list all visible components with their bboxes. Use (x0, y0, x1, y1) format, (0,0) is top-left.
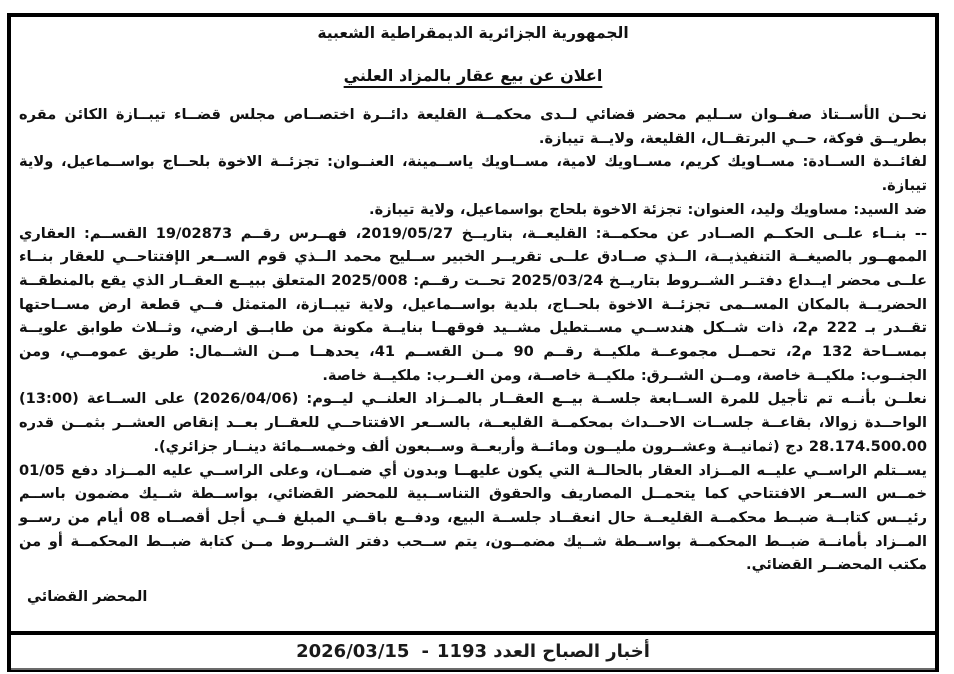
signature: المحضر القضائي (27, 588, 148, 606)
frame-shadow (11, 668, 935, 670)
notice-content (11, 17, 935, 631)
notice-title (19, 64, 927, 88)
bailiff-intro-paragraph: نحــن الأســتاذ صفــوان ســليم محضر قضائي لــدى محكمــة القليعة دائــرة اختصــاص مجلس قضــاء تيبــازة الكائن مقره بطريــق فوكة، حــي البرتقــال، القليعة، ولايــة تيبازة. (19, 106, 927, 147)
publication-date: 2026/03/15 (296, 641, 410, 662)
notice-body (19, 103, 927, 577)
notice-title-text: اعلان عن بيع عقار بالمزاد العلني (343, 66, 603, 85)
publication-footer (11, 635, 935, 668)
publication-issue: أخبار الصباح العدد 1193 (436, 641, 650, 662)
payment-terms-paragraph: يســتلم الراســي عليــه المــزاد العقار بالحالــة التي يكون عليهــا وبدون أي ضمــان، وعلى الراســي عليه المــزاد دفع 01/05 خمــس الســعر الافتتاحي كما يتحمــل المصاريف والحقوق التناســبية للمحضر القضائي، بواســطة شــيك مضمون باســم رئيــس كتابــة ضبــط محكمــة القليعــة حال انعقــاد جلســة البيع، ودفــع باقــي المبلغ فــي أجل أقصــاه 08 أيام من رســو المــزاد بأمانــة ضبــط المحكمــة بواســطة شــيك مضمــون، يتم ســحب دفتر الشــروط مــن كتابة ضبــط المحكمــة أو من مكتب المحضــر القضائي. (19, 461, 927, 574)
auction-date-price-paragraph: نعلــن بأنــه تم تأجيل للمرة الســابعة جلســة بيــع العقــار بالمــزاد العلنــي ليــوم: (2026/04/06) على الســاعة (13:00) الواحــدة زوالا، بقاعــة جلســات الاحــداث بمحكمــة القليعــة، بالســعر الافتتاحــي للعقــار بعــد إنقاص العشــر بثمــن قدره 28.174.500.00 دج (ثمانيــة وعشــرون مليــون ومائــة وأربعــة وســبعون ألف وخمســمائة دينــار جزائري). (19, 390, 927, 455)
footer-separator: - (421, 641, 429, 662)
beneficiaries-paragraph: لفائــدة الســادة: مســاويك كريم، مســاويك لامية، مســاويك ياســمينة، العنــوان: تجزئــة الاخوة بلحــاج بواســماعيل، ولاية تيبازة. (19, 153, 927, 195)
notice-frame (7, 13, 939, 672)
judgment-property-paragraph: -- بنــاء علــى الحكــم الصــادر عن محكمــة: القليعــة، بتاريــخ 2019/05/27، فهــرس رقــم 19/02873 القســم: العقاري الممهــور بالصيغــة التنفيذيــة، الــذي صــادق علــى تقريــر الخبير ســليح محمد الــذي قوم الســعر الإفتتاحــي للعقار بنــاء علــى محضر ايــداع دفتــر الشــروط بتاريــخ 2025/03/24 تحــت رقــم: 2025/008 المتعلق ببيــع العقــار الذي يقع بالمنطقــة الحضريــة بالمكان المســمى تجزئــة الاخوة بلحــاج، بلدية بواســماعيل، ولاية تيبــازة، المتمثل فــي قطعة ارض مســاحتها تقــدر بـ 222 م2، ذات شــكل هندســي مســتطيل مشــيد فوقهــا بنايــة مكونة من طابــق ارضي، وثــلاث طوابق علويــة بمســاحة 132 م2، تحمــل مجموعــة ملكيــة رقــم 90 مــن القســم 41، يحدهــا مــن الشــمال: طريق عمومــي، ومن الجنــوب: ملكيــة خاصة، ومــن الشــرق: ملكيــة خاصــة، ومن الغــرب: ملكيــة خاصة. (19, 224, 928, 384)
defendant-paragraph: ضد السيد: مساويك وليد، العنوان: تجزئة الاخوة بلحاج بواسماعيل، ولاية تيبازة. (369, 200, 927, 218)
republic-heading: الجمهورية الجزائرية الديمقراطية الشعبية (317, 24, 629, 42)
